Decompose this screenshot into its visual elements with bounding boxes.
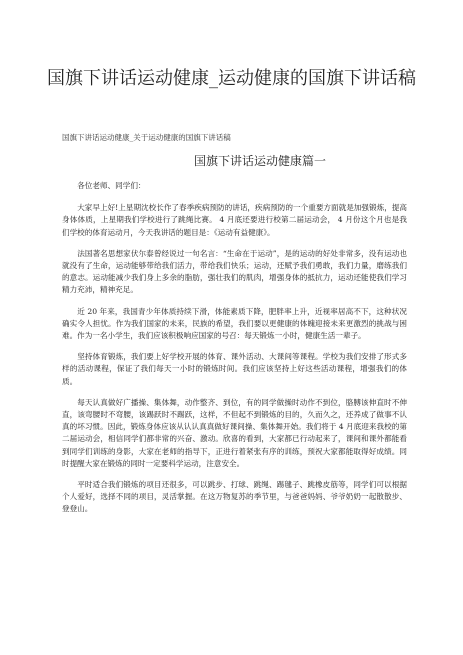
paragraph-3: 近 20 年来，我国青少年体质持续下滑，体能素质下降，肥胖率上升，近视率居高不下，这种状况确实令人担忧。作为我们国家的未来，民族的希望，我们要以更健康的体魄迎接未来更激烈的挑战与困难。作为一名小学生，我们应该积极响应国家的号召：每天锻炼一小时，健康生活一辈子。 bbox=[62, 306, 407, 341]
paragraph-6: 平时适合我们锻炼的项目还很多，可以跳步、打球、跳绳、踢毽子、跳橡皮筋等，同学们可以根据个人爱好，选择不同的项目，灵活掌握。在这万物复苏的季节里，与爸爸妈妈、爷爷奶奶一起散散步、登登山。 bbox=[62, 480, 407, 514]
document-subtitle: 国旗下讲话运动健康_关于运动健康的国旗下讲话稿 bbox=[62, 133, 231, 142]
paragraph-1: 大家早上好!上星期沈校长作了春季疾病预防的讲话，疾病预防的一个重要方面就是加强锻炼，提高身体体质，上星期我们学校进行了跳绳比赛。 4 月底还要进行校第二届运动会， 4 月份这个月也是我们学校的体育运动月，今天我讲话的题目是：《运动有益健康》。 bbox=[62, 203, 407, 237]
paragraph-4: 坚持体育锻炼，我们要上好学校开展的体育、课外活动、大课间等课程。学校为我们安排了形式多样的活动课程，保证了我们每天一小时的锻炼时间。我们应该坚持上好这些活动课程，增强我们的体质。 bbox=[62, 352, 407, 386]
body-text bbox=[62, 180, 407, 525]
salutation: 各位老师、同学们： bbox=[77, 181, 146, 190]
paragraph-5: 每天认真做好广播操、集体舞，动作整齐、到位，有的同学做操时动作不到位，胳膊该伸直时不伸直，该弯腰时不弯腰，该踢跃时不踢跃，这样，不但起不到锻炼的目的，久而久之，还养成了做事不认真的坏习惯。因此，锻炼身体应该从认认真真做好课间操、集体舞开始。我们将于 4 月底迎来我校的第二届运动会，相信同学们都非常的兴奋、激动。欣喜的看到，大家都已行动起来了，课间和课外都能看到同学们训练的身影，大家在老师的指导下，正进行着紧张有序的训练，预祝大家都能取得好成绩。同时提醒大家在锻炼的同时一定要科学运动，注意安全。 bbox=[62, 397, 407, 468]
paragraph-2: 法国著名思想家伏尔泰曾经说过一句名言：“生命在于运动”，是的运动的好处非常多，没有运动也就没有了生命，运动能够带给我们活力，带给我们快乐；运动，还赋予我们勇敢，我们力量，磨练我们的意志。运动能减少我们身上多余的脂肪，强壮我们的肌肉，增强身体的抵抗力，运动还能使我们学习精力充沛，精神充足。 bbox=[62, 248, 407, 295]
document-title: 国旗下讲话运动健康_运动健康的国旗下讲话稿 bbox=[47, 68, 416, 89]
section-heading: 国旗下讲话运动健康篇一 bbox=[193, 154, 326, 168]
